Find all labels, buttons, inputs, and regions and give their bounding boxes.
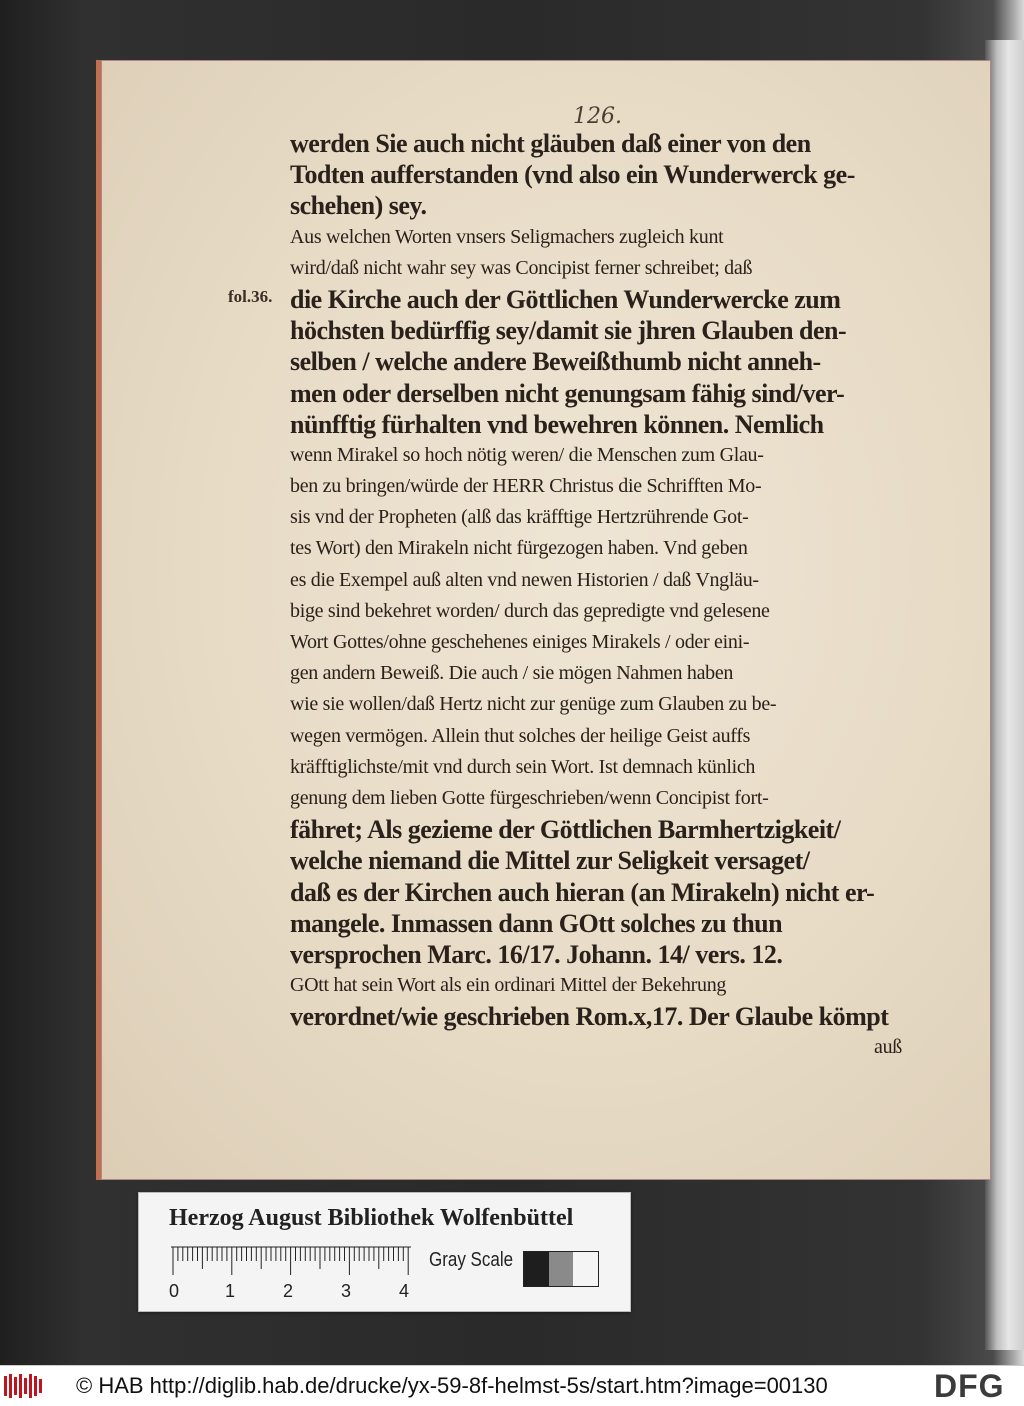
text-line: wie sie wollen/daß Hertz nicht zur genüge zum Glauben zu be- [290, 693, 777, 716]
gray-patch-black [524, 1252, 549, 1286]
margin-note: fol.36. [228, 287, 273, 306]
text-line: Wort Gottes/ohne geschehenes einiges Mirakels / oder eini- [290, 631, 750, 653]
ruler-number: 3 [341, 1281, 352, 1301]
ruler-labels [163, 1281, 423, 1307]
text-line: nünfftig fürhalten vnd bewehren können. Nemlich [290, 409, 824, 439]
text-line: bige sind bekehret worden/ durch das gepredigte vnd gelesene [290, 599, 770, 622]
text-line: wenn Mirakel so hoch nötig weren/ die Menschen zum Glau- [290, 443, 764, 466]
footer-bar [0, 1365, 1024, 1406]
text-line: sis vnd der Propheten (alß das kräfftige Hertzrührende Got- [290, 506, 749, 529]
text-line: welche niemand die Mittel zur Seligkeit versaget/ [290, 846, 810, 876]
text-line: daß es der Kirchen auch hieran (an Mirakeln) nicht er- [290, 877, 875, 907]
text-line: verordnet/wie geschrieben Rom.x,17. Der Glaube kömpt [290, 1002, 889, 1032]
text-line: Todten aufferstanden (vnd also ein Wunderwerck ge- [290, 160, 855, 190]
ruler [171, 1245, 411, 1277]
text-line: GOtt hat sein Wort als ein ordinari Mittel der Bekehrung [290, 974, 727, 997]
ruler-number: 2 [283, 1281, 294, 1301]
text-line: werden Sie auch nicht gläuben daß einer von den [290, 129, 811, 158]
text-line: selben / welche andere Beweißthumb nicht anneh- [290, 347, 821, 377]
text-line: schehen) sey. [290, 191, 427, 221]
text-line: mangele. Inmassen dann GOtt solches zu thun [290, 908, 783, 938]
text-line: versprochen Marc. 16/17. Johann. 14/ vers. 12. [290, 939, 783, 969]
text-line: ben zu bringen/würde der HERR Christus die Schrifften Mo- [290, 475, 762, 498]
ruler-number: 1 [225, 1281, 236, 1301]
text-line: höchsten bedürffig sey/damit sie jhren Glauben den- [290, 316, 847, 346]
text-line: gen andern Beweiß. Die auch / sie mögen Nahmen haben [290, 662, 734, 685]
text-line: wegen vermögen. Allein thut solches der heilige Geist auffs [290, 724, 751, 747]
text-line: die Kirche auch der Göttlichen Wunderwercke zum [290, 284, 841, 314]
text-line: wird/daß nicht wahr sey was Concipist ferner schreibet; daß [290, 256, 753, 279]
page-number: 126. [573, 104, 622, 129]
text-line: fähret; Als gezieme der Göttlichen Barmhertzigkeit/ [290, 815, 841, 845]
card-title: Herzog August Bibliothek Wolfenbüttel [169, 1205, 574, 1231]
gray-scale-label: Gray Scale [429, 1249, 514, 1271]
gray-patch-white [573, 1252, 598, 1286]
ruler-number: 0 [169, 1281, 180, 1301]
text-line: kräfftiglichste/mit vnd durch sein Wort. Ist demnach künlich [290, 755, 756, 778]
text-line: tes Wort) den Mirakeln nicht fürgezogen haben. Vnd geben [290, 537, 748, 560]
text-line: men oder derselben nicht genungsam fähig sind/ver- [290, 378, 845, 408]
hab-logo-icon [4, 1374, 46, 1398]
catchword: auß [874, 1036, 902, 1059]
gray-scale-patches [523, 1251, 599, 1287]
color-calibration-card [138, 1192, 631, 1312]
dfg-logo: DFG [934, 1368, 1005, 1404]
page-text [290, 128, 910, 1064]
footer-url-text[interactable]: © HAB http://diglib.hab.de/drucke/yx-59-8f-helmst-5s/start.htm?image=00130 [76, 1373, 828, 1398]
ruler-number: 4 [399, 1281, 410, 1301]
text-line: genung dem lieben Gotte fürgeschrieben/wenn Concipist fort- [290, 786, 769, 809]
text-line: es die Exempel auß alten vnd newen Historien / daß Vngläu- [290, 568, 759, 591]
gray-patch-gray [549, 1252, 574, 1286]
text-line: Aus welchen Worten vnsers Seligmachers zugleich kunt [290, 225, 724, 248]
